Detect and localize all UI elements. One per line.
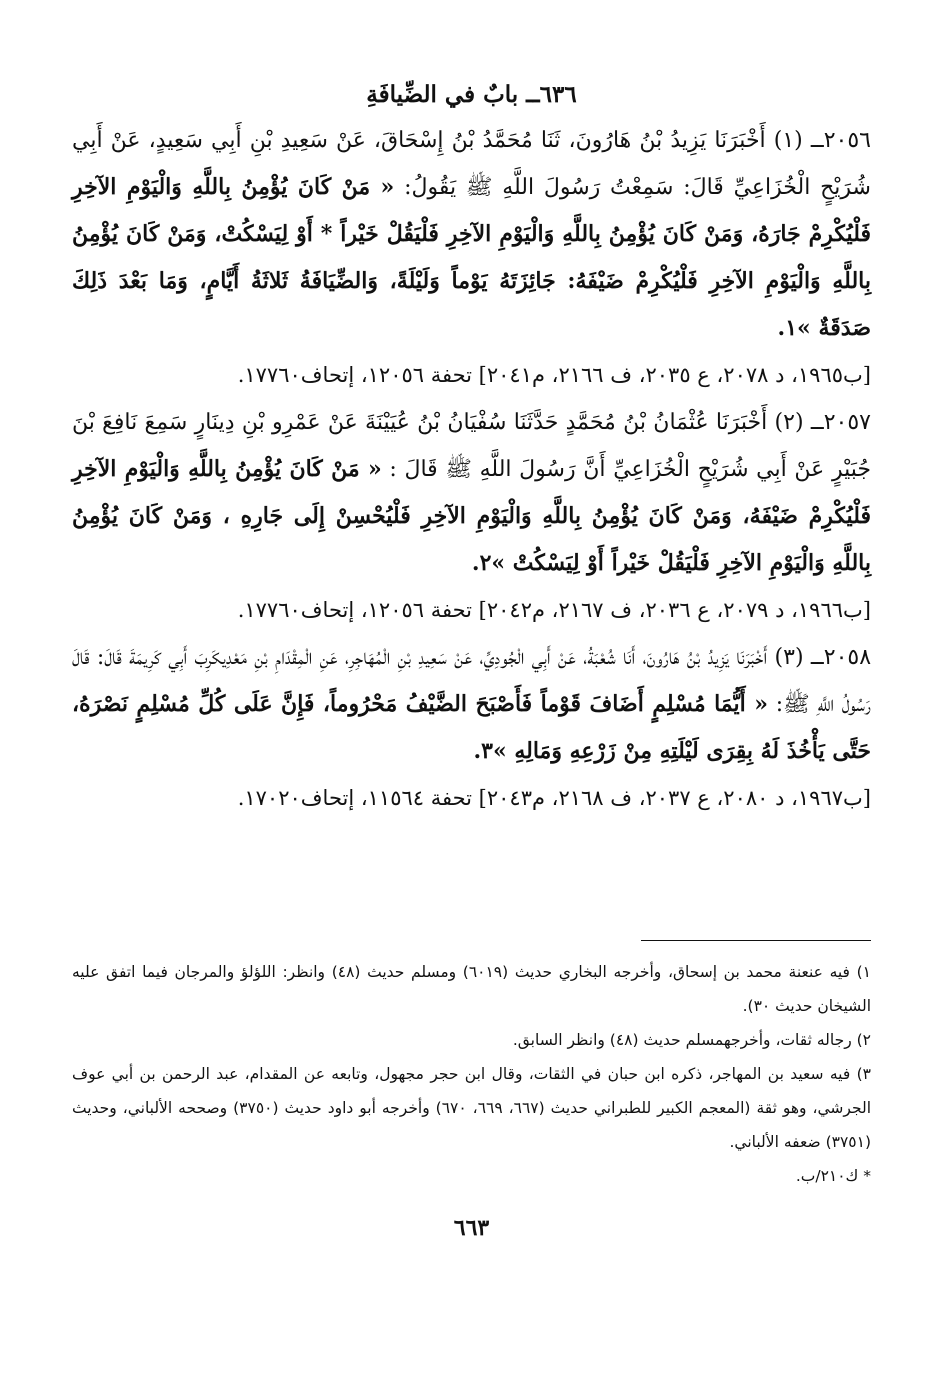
hadith-reference: [ب١٩٦٥، د ٢٠٧٨، ع ٢٠٣٥، ف ٢١٦٦، م٢٠٤١] تحفة ١٢٠٥٦، إتحاف١٧٧٦٠. [237,363,871,387]
hadith-entry [72,400,871,587]
footnote-item: * ك٢١٠/ب. [795,1167,871,1185]
hadith-reference: [ب١٩٦٧، د ٢٠٨٠، ع ٢٠٣٧، ف ٢١٦٨، م٢٠٤٣] تحفة ١١٥٦٤، إتحاف١٧٠٢٠. [237,786,871,810]
hadith-number: ٢٠٥٦ــ (١) [773,128,871,153]
footnote-item: ١) فيه عنعنة محمد بن إسحاق، وأخرجه البخاري حديث (٦٠١٩) ومسلم حديث (٤٨) وانظر: اللؤلؤ والمرجان فيما اتفق عليه الشيخان حديث ٣٠). [72,963,871,1015]
chapter-title: ٦٣٦ــ بابٌ في الضِّيافَةِ [366,81,577,108]
footnotes [72,955,871,1193]
hadith-matn: « مَنْ كَانَ يُؤْمِنُ بِاللَّهِ وَالْيَوْمِ الآخِرِ فَلْيُكْرِمْ ضَيْفَهُ، وَمَنْ كَانَ يُؤْمِنُ بِاللَّهِ وَالْيَوْمِ الآخِرِ فَلْيُحْسِنْ إِلَى جَارِهِ ، وَمَنْ كَانَ يُؤْمِنُ بِاللَّهِ وَالْيَوْمِ الآخِرِ فَلْيَقُلْ خَيْراً أَوْ لِيَسْكُتْ »٢. [72,456,871,576]
hadith-isnad: أَخْبَرَنَا يَزِيدُ بْنُ هَارُونَ، أَنَا شُعْبَةُ، عَنْ أَبِي الْجُودِيِّ، عَنْ سَعِيدِ بْنِ الْمُهَاجِرِ، عَنِ الْمِقْدَامِ بْنِ مَعْدِيكَرِبَ أَبِي كَرِيمَةَ قَالَ: قَالَ رَسُولُ اللَّهِ ﷺ: [72,645,872,717]
page-number: ٦٦٣ [453,1215,490,1241]
hadith-number: ٢٠٥٨ــ (٣) [774,645,872,670]
hadith-isnad: أَخْبَرَنَا عُثْمَانُ بْنُ مُحَمَّدٍ حَدَّثَنَا سُفْيَانُ بْنُ عُيَيْنَةَ عَنْ عَمْرِو بْنِ دِينَارٍ سَمِعَ نَافِعَ بْنَ جُبَيْرٍ عَنْ أَبِي شُرَيْحٍ الْخُزَاعِيِّ أَنَّ رَسُولَ اللَّهِ ﷺ قَالَ : [72,410,871,482]
footnote-divider [641,940,871,941]
hadith-isnad: أَخْبَرَنَا يَزِيدُ بْنُ هَارُونَ، ثَنَا مُحَمَّدُ بْنُ إِسْحَاقَ، عَنْ سَعِيدِ بْنِ أَبِي سَعِيدٍ، عَنْ أَبِي شُرَيْحٍ الْخُزَاعِيِّ قَالَ: سَمِعْتُ رَسُولَ اللَّهِ ﷺ يَقُولُ: [72,128,871,200]
hadith-body [72,118,871,823]
hadith-number: ٢٠٥٧ــ (٢) [774,410,871,435]
footnote-item: ٣) فيه سعيد بن المهاجر، ذكره ابن حبان في الثقات، وقال ابن حجر مجهول، وتابعه عن المقدام، عبد الرحمن بن أبي عوف الجرشي، وهو ثقة (المعجم الكبير للطبراني حديث (٦٦٧، ٦٦٩، ٦٧٠) وأخرجه أبو داود حديث (٣٧٥٠) وصححه الألباني، وحديث (٣٧٥١) ضعفه الألباني. [72,1065,872,1151]
hadith-matn: « مَنْ كَانَ يُؤْمِنُ بِاللَّهِ وَالْيَوْمِ الآخِرِ فَلْيُكْرِمْ جَارَهُ، وَمَنْ كَانَ يُؤْمِنُ بِاللَّهِ وَالْيَوْمِ الآخِرِ فَلْيَقُلْ خَيْراً * أَوْ لِيَسْكُتْ، وَمَنْ كَانَ يُؤْمِنُ بِاللَّهِ وَالْيَوْمِ الآخِرِ فَلْيُكْرِمْ ضَيْفَهُ: جَائِزَتَهُ يَوْماً وَلَيْلَةً، وَالضِّيَافَةُ ثَلاثَةُ أَيَّامٍ، وَمَا بَعْدَ ذَلِكَ صَدَقَةٌ »١. [72,174,871,341]
footnote-item: ٢) رجاله ثقات، وأخرجهمسلم حديث (٤٨) وانظر السابق. [512,1031,871,1049]
hadith-matn: « أَيُّمَا مُسْلِمٍ أَضَافَ قَوْماً فَأَصْبَحَ الضَّيْفُ مَحْرُوماً، فَإِنَّ عَلَى كُلِّ مُسْلِمٍ نَصْرَهُ، حَتَّى يَأْخُذَ لَهُ بِقِرَى لَيْلَتِهِ مِنْ زَرْعِهِ وَمَالِهِ »٣. [72,691,871,764]
hadith-reference: [ب١٩٦٦، د ٢٠٧٩، ع ٢٠٣٦، ف ٢١٦٧، م٢٠٤٢] تحفة ١٢٠٥٦، إتحاف١٧٧٦٠. [237,598,871,622]
hadith-entry [72,635,871,775]
hadith-entry [72,118,871,352]
